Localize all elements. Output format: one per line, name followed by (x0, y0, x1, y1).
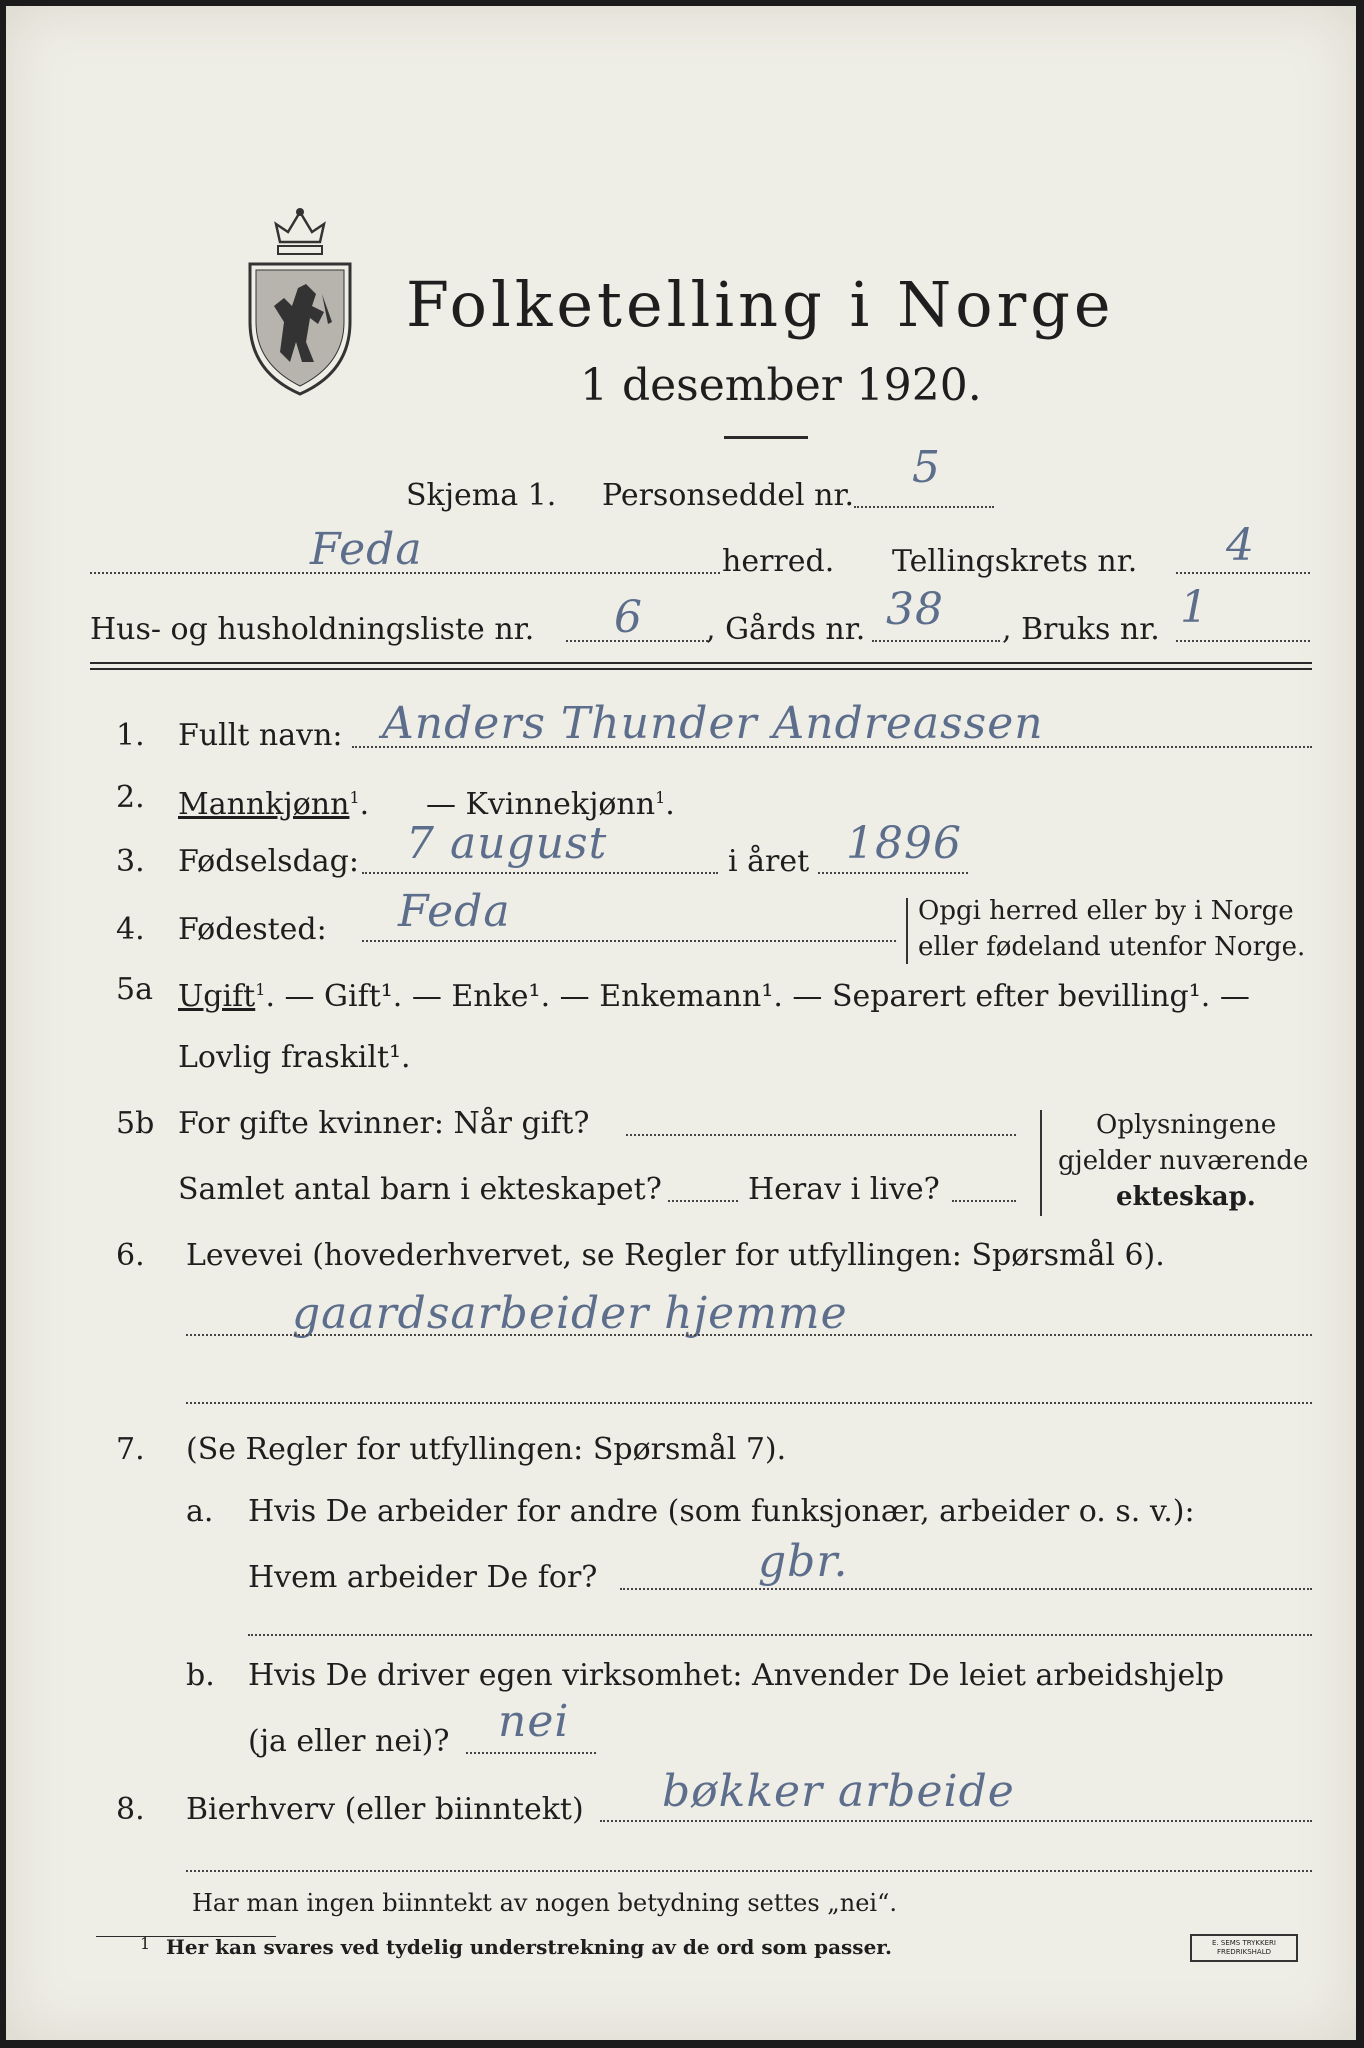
q4-number: 4. (116, 912, 145, 947)
norwegian-coat-of-arms-icon (240, 202, 360, 402)
q7b-text: Hvis De driver egen virksomhet: Anvender De leiet arbeidshjelp (248, 1658, 1225, 1693)
q5a-options: Ugift$^1$. — Gift¹. — Enke¹. — Enkemann¹. — Separert efter bevilling¹. — (178, 979, 1250, 1014)
q4-line (362, 940, 896, 942)
q2-number: 2. (116, 780, 145, 815)
q5b-alive-label: Herav i live? (748, 1172, 940, 1207)
q5a-number: 5a (116, 972, 153, 1007)
q5b-children-label: Samlet antal barn i ekteskapet? (178, 1172, 662, 1207)
q7b-line (466, 1752, 596, 1754)
printer-stamp-line2: FREDRIKSHALD (1216, 1948, 1271, 1956)
q5b-note-line1: Oplysningene (1096, 1110, 1277, 1140)
personseddel-label: Personseddel nr. (602, 478, 855, 513)
bruks-value[interactable]: 1 (1180, 582, 1209, 633)
printer-stamp (1190, 1934, 1298, 1962)
hus-value[interactable]: 6 (614, 592, 643, 643)
footnote-text: Her kan svares ved tydelig understrekning av de ord som passer. (166, 1935, 892, 1959)
q7-number: 7. (116, 1432, 145, 1467)
form-title: Folketelling i Norge (406, 268, 1115, 341)
q2-male-label: Mannkjønn (178, 787, 350, 822)
q4-note-line1: Opgi herred eller by i Norge (918, 896, 1294, 926)
form-subtitle: 1 desember 1920. (580, 360, 982, 411)
bruks-label: , Bruks nr. (1002, 612, 1160, 647)
header-double-rule-bottom (90, 668, 1312, 670)
q5b-married-when-line (626, 1134, 1016, 1136)
printer-stamp-line1: E. SEMS TRYKKERI (1212, 1939, 1276, 1947)
q7b-letter: b. (186, 1658, 215, 1693)
q5b-note-line2: gjelder nuværende (1058, 1146, 1309, 1176)
footer-note: Har man ingen biinntekt av nogen betydning settes „nei“. (192, 1889, 897, 1917)
q4-birthplace-value[interactable]: Feda (398, 886, 511, 937)
gards-line (872, 640, 1000, 642)
herred-label: herred. (722, 544, 835, 579)
gards-label: , Gårds nr. (706, 612, 866, 647)
q1-number: 1. (116, 718, 145, 753)
q2-female-label: — Kvinnekjønn (426, 787, 656, 822)
q7a-employer-value[interactable]: gbr. (758, 1536, 849, 1587)
q1-label: Fullt navn: (178, 718, 343, 753)
q2-male-option[interactable]: Mannkjønn$^1$. (178, 787, 370, 822)
q5a-other-options[interactable]: — Gift¹. — Enke¹. — Enkemann¹. — Separert efter bevilling¹. — (284, 979, 1250, 1014)
tellingskrets-label: Tellingskrets nr. (892, 544, 1138, 579)
q7a-text: Hvis De arbeider for andre (som funksjonær, arbeider o. s. v.): (248, 1494, 1195, 1529)
q3-year-line (818, 872, 968, 874)
q6-number: 6. (116, 1238, 145, 1273)
q8-secondary-income-value[interactable]: bøkker arbeide (662, 1766, 1015, 1817)
q1-full-name-value[interactable]: Anders Thunder Andreassen (382, 698, 1044, 749)
q2-female-option[interactable]: — Kvinnekjønn$^1$. (426, 787, 675, 822)
q7b-question: (ja eller nei)? (248, 1724, 450, 1759)
q5b-note-line3: ekteskap. (1116, 1182, 1256, 1212)
q7a-letter: a. (186, 1494, 214, 1529)
q3-birth-date-value[interactable]: 7 august (406, 818, 608, 869)
gards-value[interactable]: 38 (886, 584, 944, 635)
q5a-ugift-option[interactable]: Ugift (178, 979, 256, 1014)
hus-label: Hus- og husholdningsliste nr. (90, 612, 535, 647)
herred-value[interactable]: Feda (310, 524, 423, 575)
q7a-line1 (620, 1588, 1312, 1590)
q6-line2 (186, 1402, 1312, 1404)
q7-label: (Se Regler for utfyllingen: Spørsmål 7). (186, 1432, 787, 1467)
q6-line1 (186, 1334, 1312, 1336)
q3-number: 3. (116, 844, 145, 879)
footnote-mark: 1 (140, 1934, 151, 1953)
header-double-rule-top (90, 662, 1312, 664)
q6-label: Levevei (hovederhvervet, se Regler for utfyllingen: Spørsmål 6). (186, 1238, 1165, 1273)
q3-line (362, 872, 718, 874)
bruks-line (1176, 640, 1310, 642)
q7b-hired-help-value[interactable]: nei (498, 1696, 570, 1747)
q5b-note-brace (1040, 1110, 1042, 1216)
q8-label: Bierhverv (eller biinntekt) (186, 1792, 584, 1827)
skjema-label: Skjema 1. (406, 478, 557, 513)
q5a-lovlig-fraskilt-option[interactable]: Lovlig fraskilt¹. (178, 1040, 411, 1075)
q4-note-line2: eller fødeland utenfor Norge. (918, 932, 1306, 962)
q6-occupation-value[interactable]: gaardsarbeider hjemme (292, 1288, 848, 1339)
q5b-alive-line (952, 1200, 1016, 1202)
q4-note-brace (906, 898, 908, 964)
personseddel-line (854, 506, 994, 508)
q7a-question: Hvem arbeider De for? (248, 1560, 598, 1595)
q8-line1 (600, 1820, 1312, 1822)
q3-year-label: i året (728, 844, 810, 879)
q3-year-value[interactable]: 1896 (846, 818, 962, 869)
q4-label: Fødested: (178, 912, 327, 947)
tellingskrets-line (1176, 572, 1310, 574)
personseddel-value[interactable]: 5 (912, 442, 941, 493)
title-divider (724, 436, 808, 439)
q5b-children-line (668, 1200, 738, 1202)
tellingskrets-value[interactable]: 4 (1226, 520, 1255, 571)
q5b-number: 5b (116, 1106, 155, 1141)
q3-label: Fødselsdag: (178, 844, 359, 879)
census-form-page (6, 6, 1356, 2040)
q7a-line2 (248, 1634, 1312, 1636)
q5b-married-when-label: For gifte kvinner: Når gift? (178, 1106, 590, 1141)
q8-line2 (186, 1870, 1312, 1872)
q8-number: 8. (116, 1792, 145, 1827)
